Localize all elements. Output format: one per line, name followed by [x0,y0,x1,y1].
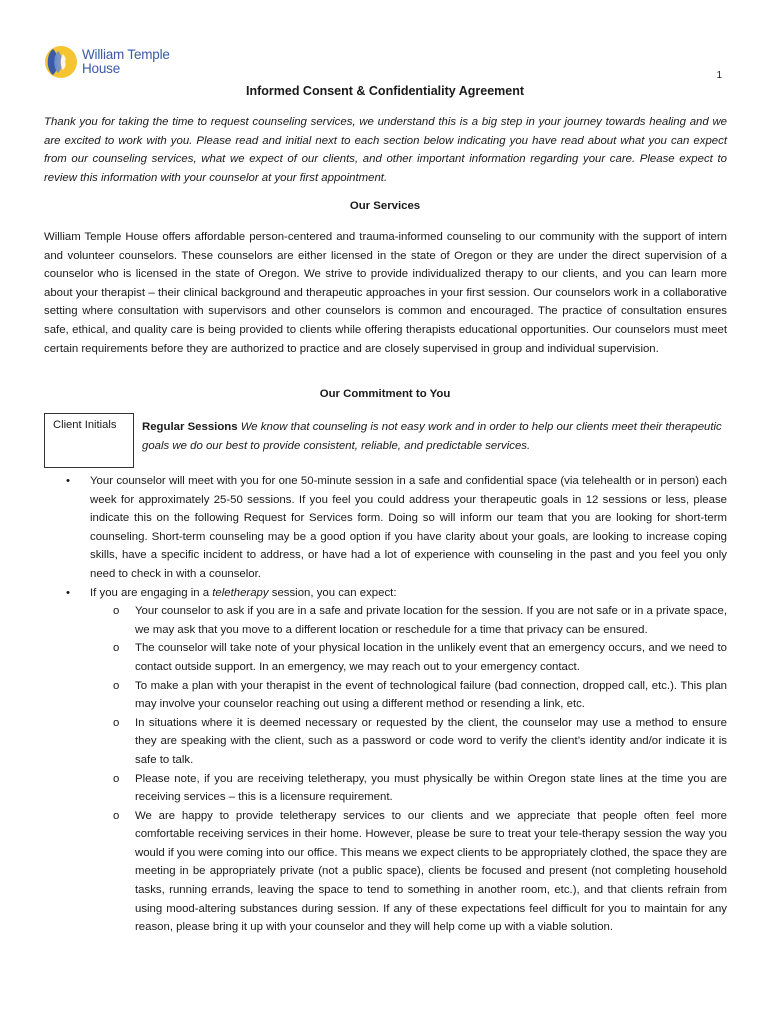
sub-item-text: Please note, if you are receiving teletherapy, you must physically be within Oregon state lines at the time you are receiving services – this is a licensure requirement. [135,772,727,804]
sub-item-text: The counselor will take note of your physical location in the unlikely event that an emergency occurs, and we need to contact outside support. In an emergency, we may reach out to your emergency contact. [135,642,727,673]
circle-bullet-icon: o [113,679,120,692]
logo-mark-icon [44,44,78,80]
commitment-heading: Our Commitment to You [319,388,451,400]
sub-list-item [44,639,727,676]
sub-list-item [44,677,727,714]
logo-line-2: House [82,61,121,76]
bullet-icon: • [66,586,70,599]
organization-logo [44,44,170,80]
list-item [44,584,727,603]
sub-item-text: To make a plan with your therapist in the event of technological failure (bad connection, dropped call, etc.). This plan may involve your counselor reaching out using a different method or resending a link, etc. [135,679,727,711]
services-heading: Our Services [349,200,421,212]
sub-list-item [44,602,727,639]
sub-list-item [44,807,727,937]
circle-bullet-icon: o [113,642,120,655]
sub-item-text: Your counselor to ask if you are in a safe and private location for the session. If you are not safe or in a private space, we may ask that you move to a different location or reschedule for a time that privacy can be ensured. [135,605,727,636]
regular-sessions-text: We know that counseling is not easy work and in order to help our clients meet their therapeutic goals we do our best to provide consistent, reliable, and predictable services. [142,421,722,452]
sub-item-text: We are happy to provide teletherapy services to our clients and we appreciate that people often feel more comfortable receiving services in their home. However, please be sure to treat your tele-therapy session the way you would if you were coming into our office. This means we expect clients to be appropriately clothed, the space they are meeting in be appropriately private (not a public space), clients be focused and present (not completing household tasks, running errands, leaving the space to tend to something in another room, etc.), and that clients refrain from using mood-altering substances during session. If any of these expectations feel difficult for you to maintain for any reason, please bring it up with your counselor and they will help come up with a viable solution. [135,809,727,934]
bullet-text-2-emphasis: teletherapy [212,586,269,599]
circle-bullet-icon: o [113,772,120,785]
logo-text [82,48,170,76]
bullet-text-1: Your counselor will meet with you for one 50-minute session in a safe and confidential space (via telehealth or in person) each week for approximately 25-50 sessions. If you feel you could address your therapeutic goals in 12 sessions or less, please indicate this on the following Request for Services form. Doing so will inform our team that you are looking for short-term counseling. Short-term counseling may be a good option if you have clarity about your goals, are looking to increase coping skills, have a specific incident to address, or have had a lot of experience with counseling in the past and you feel you only need to check in with a counselor. [90,475,727,580]
circle-bullet-icon: o [113,809,120,822]
client-initials-field[interactable] [44,413,134,468]
sub-item-text: In situations where it is deemed necessary or requested by the client, the counselor may use a method to ensure they are speaking with the client, such as a password or code word to verify the client’s identity and/or indicate it is safe to talk. [135,716,727,766]
bullet-icon: • [66,475,70,487]
circle-bullet-icon: o [113,716,120,729]
commitment-list [44,472,727,937]
page-number: 1 [716,70,722,81]
logo-line-1: William Temple [82,47,170,62]
services-paragraph: William Temple House offers affordable person-centered and trauma-informed counseling to our community with the support of intern and volunteer counselors. These counselors are either licensed in the state of Oregon or they are under the direct supervision of a counselor who is licensed in the state of Oregon. We strive to provide individualized therapy to our clients, and you can learn more about your therapist – their clinical background and therapeutic approaches in your first session. Our counselors work in a collaborative setting where consultation with supervisors and other counselors is common and encouraged. The practice of consultation ensures safe, ethical, and quality care is being provided to clients while offering therapists educational opportunities. Our counselors must meet certain requirements before they are authorized to practice and are closely supervised in group and individual supervision. [44,231,727,355]
sub-list-item [44,714,727,770]
list-item [44,472,727,584]
intro-paragraph: Thank you for taking the time to request counseling services, we understand this is a big step in your journey towards healing and we are excited to work with you. Please read and initial next to each section below indicating you have read about what you can expect from our counseling services, what we expect of our clients, and other important information regarding your care. Please expect to review this information with your counselor at your first appointment. [44,116,727,184]
regular-sessions-paragraph [142,418,727,455]
sub-list-item [44,770,727,807]
document-title: Informed Consent & Confidentiality Agreement [245,84,525,98]
regular-sessions-title: Regular Sessions [142,421,238,433]
circle-bullet-icon: o [113,605,120,618]
client-initials-label: Client Initials [53,419,117,431]
bullet-text-2-after: session, you can expect: [268,586,397,599]
bullet-text-2-before: If you are engaging in a [90,586,213,599]
